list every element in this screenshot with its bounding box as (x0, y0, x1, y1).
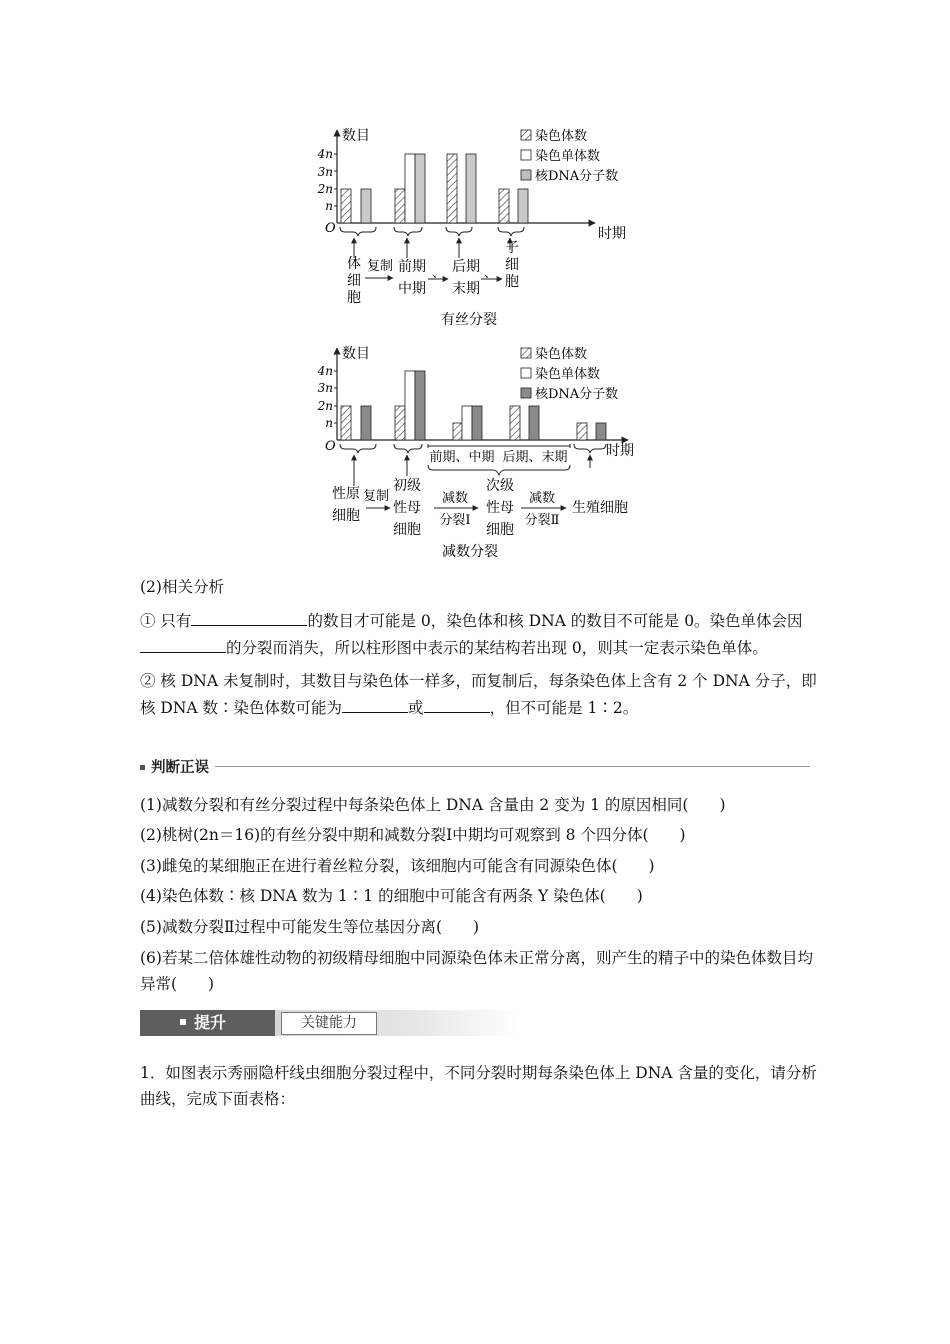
analysis-paragraph-1 (140, 607, 820, 661)
stage-label-primary: 初级性母细胞 (393, 478, 421, 538)
square-bullet-icon (140, 765, 145, 770)
fill-blank[interactable] (191, 607, 307, 626)
square-bullet-icon (180, 1019, 186, 1025)
analysis-heading: (2)相关分析 (140, 578, 224, 596)
x-axis-label: 时期 (606, 443, 634, 459)
legend-swatch-chromatid (521, 150, 531, 160)
legend-label-chromosome: 染色体数 (535, 347, 588, 362)
legend-swatch-chromosome (521, 130, 531, 140)
brace (340, 444, 376, 453)
stage-label-prophase: 前期 (398, 259, 426, 275)
banner-title-text: 提升 (194, 1013, 227, 1032)
bar-chromosome (499, 189, 509, 223)
stage-label-gonial: 性原细胞 (332, 486, 360, 524)
separator: 、 (432, 266, 446, 281)
bar-dna (415, 154, 425, 223)
text-run: ，但不可能是 1∶2。 (489, 699, 639, 717)
arrow-label-meiosis-1a: 减数 (441, 491, 469, 506)
stage-label-somatic: 体细胞 (347, 256, 361, 306)
text-run: 的数目才可能是 0，染色体和核 DNA 的数目不可能是 0。染色单体会因 (307, 612, 803, 630)
separator: 、 (484, 266, 498, 281)
y-axis-label: 数目 (342, 128, 370, 144)
legend-label-chromatid: 染色单体数 (535, 367, 601, 382)
brace (446, 227, 472, 236)
y-axis-label: 数目 (342, 346, 370, 362)
text-run: ① 只有 (140, 612, 192, 630)
arrow-label-replication: 复制 (362, 489, 390, 504)
judge-item: (4)染色体数∶核 DNA 数为 1∶1 的细胞中可能含有两条 Y 染色体( ) (140, 887, 643, 905)
bar-chromosome (341, 189, 351, 223)
legend-swatch-chromosome (521, 348, 531, 358)
arrow-label-replication: 复制 (366, 259, 394, 274)
text-run: ② 核 DNA 未复制时，其数目与染色体一样多，而复制后，每条染色体上含有 2 个 DNA 分子，即核 DNA 数∶染色体数可能为 (140, 672, 817, 717)
section-title-judge (140, 756, 215, 777)
analysis-paragraph-2 (140, 668, 820, 721)
legend (521, 128, 618, 184)
stage-label-telophase: 末期 (452, 281, 480, 297)
text-run: 或 (408, 699, 424, 717)
stage-label-anaphase: 后期 (452, 259, 480, 275)
fill-blank[interactable] (140, 634, 226, 653)
arrow-label-meiosis-2b: 分裂Ⅱ (524, 513, 560, 528)
judge-item: (3)雌兔的某细胞正在进行着丝粒分裂，该细胞内可能含有同源染色体( ) (140, 857, 655, 875)
bar-chromosome (453, 423, 462, 440)
arrow-label-meiosis-1b: 分裂Ⅰ (439, 513, 471, 528)
brace (340, 227, 376, 236)
stage-label-daughter: 子细胞 (505, 240, 519, 290)
stage-label-metaphase: 中期 (398, 281, 426, 297)
brace (498, 227, 524, 236)
judge-item: (2)桃树(2n＝16)的有丝分裂中期和减数分裂Ⅰ中期均可观察到 8 个四分体( ) (140, 826, 686, 844)
bar-dna (472, 406, 482, 440)
brace (394, 444, 422, 453)
fill-blank[interactable] (424, 694, 490, 713)
legend-swatch-chromatid (521, 368, 531, 378)
y-tick-n: n (325, 199, 333, 213)
legend-label-chromatid: 染色单体数 (535, 149, 601, 164)
bar-chromosome (395, 189, 405, 223)
bar-chromatid (462, 406, 472, 440)
period-bracket (428, 444, 570, 448)
origin-label: O (325, 221, 336, 236)
question-1: 1．如图表示秀丽隐杆线虫细胞分裂过程中，不同分裂时期每条染色体上 DNA 含量的变化，请分析曲线，完成下面表格： (140, 1064, 817, 1108)
origin-label: O (325, 439, 336, 454)
figure-area (0, 0, 950, 580)
figure-caption: 减数分裂 (442, 544, 498, 560)
y-tick-2n: 2n (317, 182, 333, 196)
section-divider (140, 766, 810, 767)
y-tick-3n: 3n (317, 165, 333, 179)
bar-dna (596, 423, 606, 440)
bar-chromosome (577, 423, 587, 440)
stage-label-gamete: 生殖细胞 (572, 500, 628, 516)
banner-title-dark (140, 1010, 275, 1036)
y-tick-n: n (325, 416, 333, 430)
legend-swatch-dna (521, 170, 531, 180)
brace (394, 227, 422, 236)
bar-dna (466, 154, 476, 223)
bar-chromosome (341, 406, 351, 440)
figure-caption: 有丝分裂 (441, 312, 497, 328)
section-title-text: 判断正误 (151, 760, 209, 776)
bar-dna (518, 189, 528, 223)
arrow-label-meiosis-2a: 减数 (528, 491, 556, 506)
brace (574, 444, 606, 453)
fill-blank[interactable] (342, 694, 408, 713)
bar-chromosome (395, 406, 405, 440)
legend (521, 346, 618, 402)
judge-item: (5)减数分裂Ⅱ过程中可能发生等位基因分离( ) (140, 918, 480, 936)
bar-dna (361, 406, 371, 440)
bar-dna (529, 406, 539, 440)
bar-dna (361, 189, 371, 223)
y-tick-2n: 2n (317, 399, 333, 413)
bar-chromatid (405, 371, 415, 440)
bar-chromatid (405, 154, 415, 223)
period-label-late: 后期、末期 (502, 450, 568, 465)
period-bracket (428, 465, 570, 475)
y-tick-4n: 4n (317, 364, 333, 378)
meiosis-bar-chart (317, 345, 634, 560)
stage-label-secondary: 次级性母细胞 (486, 478, 514, 538)
y-tick-3n: 3n (317, 381, 333, 395)
banner-subtitle: 关键能力 (281, 1012, 377, 1035)
period-label-early: 前期、中期 (429, 450, 495, 465)
mitosis-bar-chart (317, 127, 626, 328)
legend-swatch-dna (521, 388, 531, 398)
bar-dna (415, 371, 425, 440)
text-run: 的分裂而消失，所以柱形图中表示的某结构若出现 0，则其一定表示染色单体。 (226, 639, 768, 657)
bar-chromosome (447, 154, 457, 223)
bar-chromosome (510, 406, 520, 440)
judge-item: (1)减数分裂和有丝分裂过程中每条染色体上 DNA 含量由 2 变为 1 的原因相同( ) (140, 796, 726, 814)
x-axis-label: 时期 (598, 226, 626, 242)
legend-label-dna: 核DNA分子数 (535, 169, 619, 184)
y-tick-4n: 4n (317, 147, 333, 161)
legend-label-dna: 核DNA分子数 (535, 387, 619, 402)
judge-item: (6)若某二倍体雄性动物的初级精母细胞中同源染色体未正常分离，则产生的精子中的染色体数目均异常( ) (140, 949, 813, 993)
legend-label-chromosome: 染色体数 (535, 129, 588, 144)
analysis-section (140, 574, 820, 728)
